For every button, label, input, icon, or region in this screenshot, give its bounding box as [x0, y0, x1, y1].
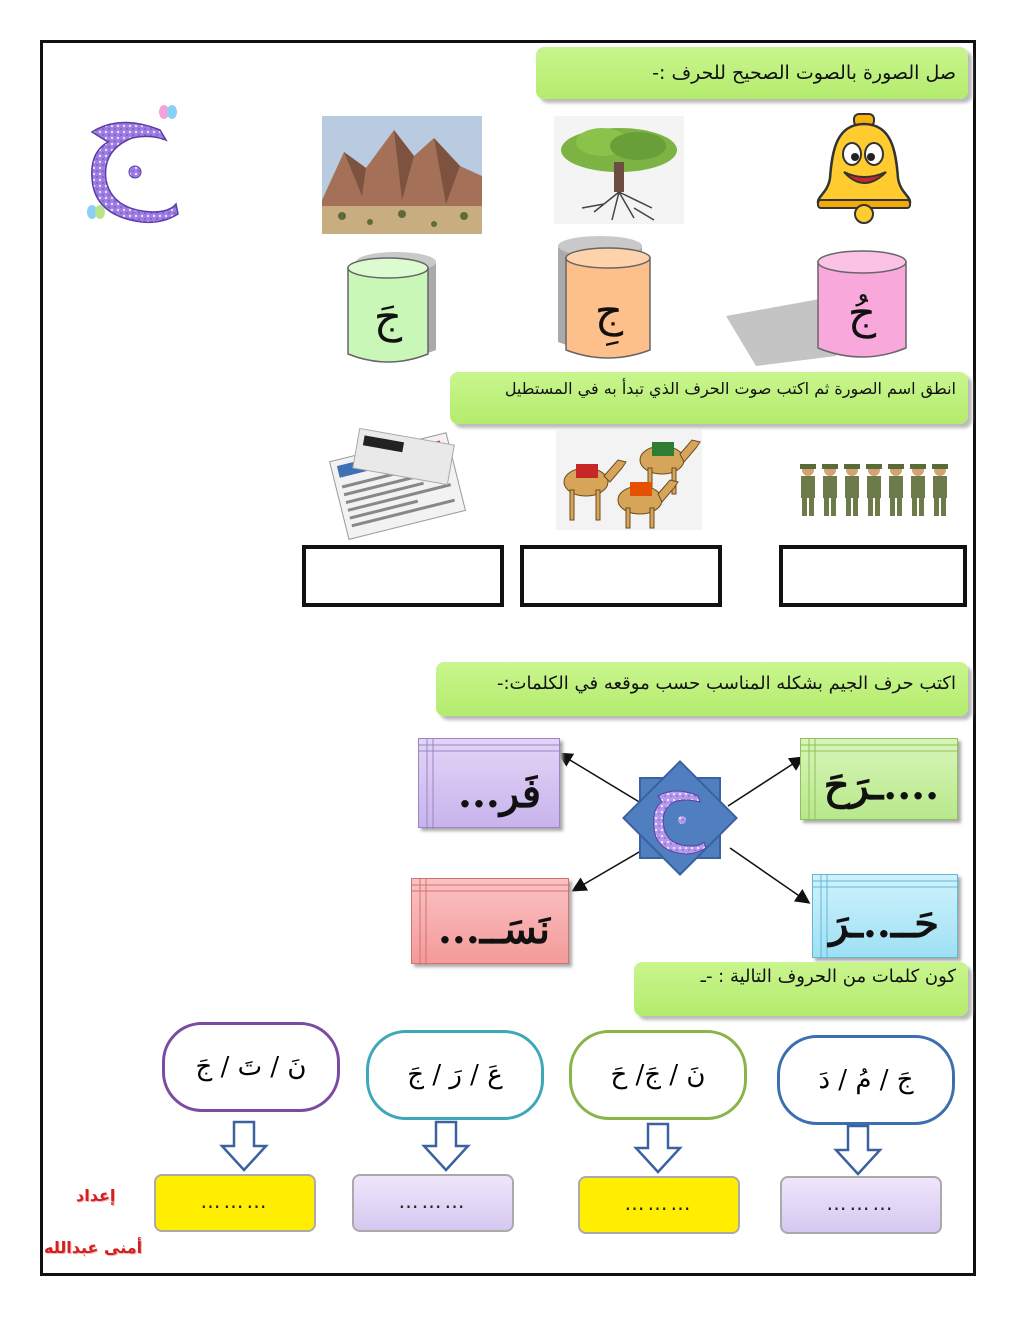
- answer-box-3[interactable]: ………: [352, 1174, 514, 1232]
- cylinder-letter-damma: جُ: [847, 288, 877, 339]
- word-text-hajar: حَــ..ـرَ: [829, 900, 939, 947]
- word-text-nasaj: نَسَــ...: [437, 906, 550, 953]
- instruction-banner-2: [450, 372, 968, 424]
- down-arrow-icon: [632, 1122, 684, 1174]
- down-arrow-icon: [420, 1120, 472, 1172]
- letters-pill-1: جَ / مُ / دَ: [777, 1035, 955, 1125]
- bell-image: [810, 112, 920, 224]
- cylinder-green[interactable]: [346, 252, 438, 364]
- instruction-text-3: اكتب حرف الجيم بشكله المناسب حسب موقعه في الكلمات:-: [497, 673, 956, 694]
- letters-pill-3: عَ / رَ / جَ: [366, 1030, 544, 1120]
- center-star: [618, 756, 742, 880]
- credit-author: أمنى عبدالله: [44, 1238, 143, 1257]
- answer-box-newspaper[interactable]: [302, 545, 504, 607]
- cylinder-letter-fatha: جَ: [373, 292, 403, 343]
- word-card-bottom-left[interactable]: [411, 878, 569, 964]
- answer-box-soldiers[interactable]: [779, 545, 967, 607]
- instruction-text-2: انطق اسم الصورة ثم اكتب صوت الحرف الذي تبدأ به في المستطيل: [504, 379, 956, 398]
- word-card-bottom-right[interactable]: [812, 874, 958, 958]
- word-text-farah: ....ـرَحَ: [823, 762, 939, 809]
- word-card-top-right[interactable]: [800, 738, 958, 820]
- letters-pill-2: نَ / جَ/ حَ: [569, 1030, 747, 1120]
- instruction-banner-3: [436, 662, 968, 716]
- instruction-text-4: كون كلمات من الحروف التالية : -ـ: [700, 966, 956, 987]
- down-arrow-icon: [218, 1120, 270, 1172]
- camels-image: [556, 430, 702, 530]
- answer-box-2[interactable]: ………: [578, 1176, 740, 1234]
- word-card-top-left[interactable]: [418, 738, 560, 828]
- soldiers-image: [798, 458, 960, 518]
- answer-box-4[interactable]: ………: [154, 1174, 316, 1232]
- cylinder-pink[interactable]: [814, 248, 910, 362]
- tree-image: [554, 116, 684, 224]
- cylinder-letter-kasra: جِ: [594, 286, 624, 337]
- instruction-text-1: صل الصورة بالصوت الصحيح للحرف :-: [652, 62, 956, 84]
- mountain-image: [322, 116, 482, 234]
- answer-box-1[interactable]: ………: [780, 1176, 942, 1234]
- word-text-far: فَر...: [458, 770, 541, 817]
- answer-box-camels[interactable]: [520, 545, 722, 607]
- newspaper-image: [320, 428, 476, 540]
- instruction-banner-4: [634, 962, 968, 1016]
- down-arrow-icon: [832, 1124, 884, 1176]
- letter-jeem-logo: [80, 100, 190, 230]
- instruction-banner-1: [536, 47, 968, 99]
- cylinder-orange[interactable]: [556, 234, 654, 360]
- credit-label: إعداد: [76, 1186, 116, 1205]
- letters-pill-4: نَ / تَ / جَ: [162, 1022, 340, 1112]
